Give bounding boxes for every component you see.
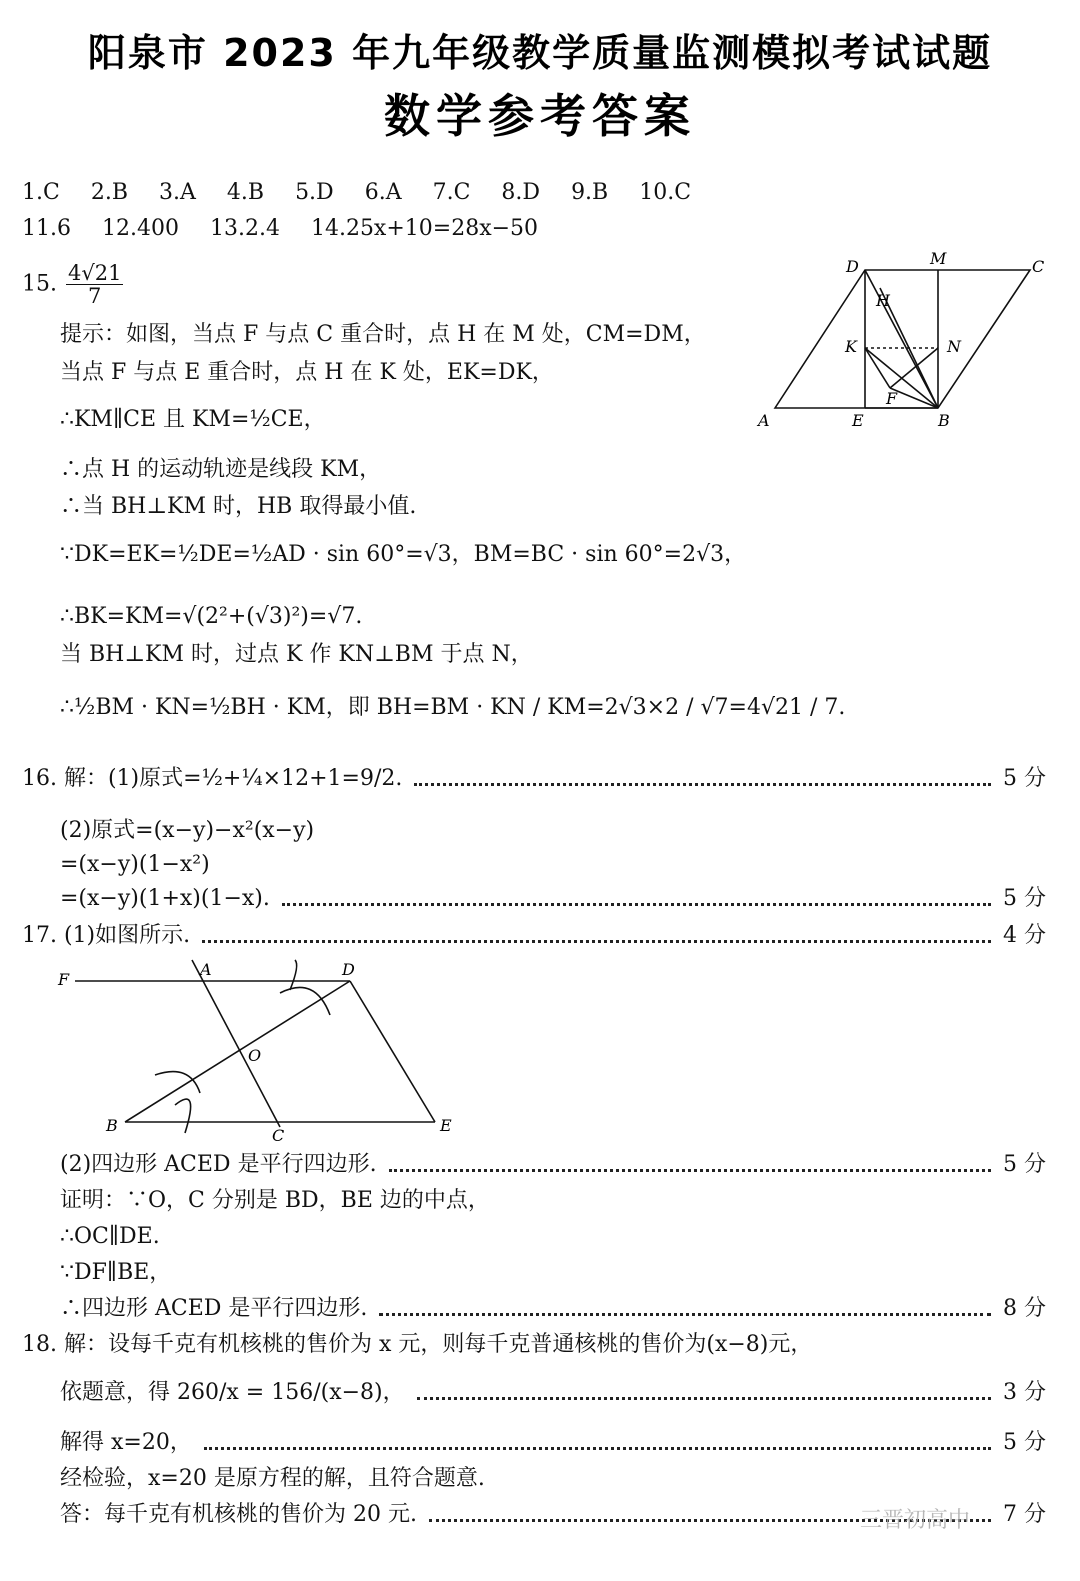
q16-line: (2)原式=(x−y)−x²(x−y) (60, 818, 315, 843)
fig-label: K (845, 337, 857, 356)
fig-label: D (342, 960, 355, 979)
points-label: 3 分 (1003, 1380, 1046, 1405)
fig-label: B (938, 411, 950, 430)
fig-label: O (248, 1046, 262, 1065)
q15-numerator: 4√21 (68, 261, 122, 285)
q17-text: 17. (1)如图所示. (22, 923, 191, 948)
answer-item: 11.6 (22, 216, 71, 241)
q15-line: ∴BK=KM=√(2²+(√3)²)=√7. (60, 604, 363, 629)
answer-item: 3.A (159, 180, 196, 205)
points-label: 5 分 (1003, 1430, 1046, 1455)
q18-text: 答：每千克有机核桃的售价为 20 元. (60, 1502, 417, 1527)
q18-line: 经检验，x=20 是原方程的解，且符合题意. (60, 1466, 485, 1491)
leader-dots (202, 939, 991, 943)
fig-label: H (876, 291, 890, 310)
leader-dots (204, 1446, 991, 1450)
q18-line (60, 1378, 1046, 1408)
q16-line: =(x−y)(1−x²) (60, 852, 210, 877)
q18-line (60, 1428, 1046, 1458)
points-label: 5 分 (1003, 766, 1046, 791)
fig-label: F (58, 970, 70, 989)
q15-answer (22, 262, 125, 307)
q16-line (60, 884, 1046, 914)
fig-label: A (200, 960, 212, 979)
q15-line: ∴当 BH⊥KM 时，HB 取得最小值. (60, 494, 417, 519)
q15-fraction (66, 262, 123, 307)
points-label: 8 分 (1003, 1296, 1046, 1321)
answer-item: 6.A (364, 180, 402, 205)
points-label: 5 分 (1003, 1152, 1046, 1177)
fig-label: D (846, 257, 859, 276)
leader-dots (282, 902, 991, 906)
q16-text: 16. 解：(1)原式=½+¼×12+1=9/2. (22, 766, 403, 791)
answer-item: 7.C (432, 180, 471, 205)
leader-dots (414, 782, 991, 786)
points-label: 4 分 (1003, 923, 1046, 948)
leader-dots (389, 1168, 991, 1172)
watermark-text: 三晋初高中 (860, 1508, 971, 1533)
q17-text: ∴四边形 ACED 是平行四边形. (60, 1296, 368, 1321)
fig-label: E (440, 1116, 452, 1135)
answer-item: 12.400 (101, 216, 179, 241)
q17-construction-figure (50, 955, 470, 1145)
fig-label: E (852, 411, 864, 430)
q15-line: ∴½BM · KN=½BH · KM，即 BH=BM · KN / KM=2√3×2 / √7=4√21 / 7. (60, 695, 846, 720)
q15-line: 提示：如图，当点 F 与点 C 重合时，点 H 在 M 处，CM=DM， (60, 322, 706, 347)
answer-item: 8.D (501, 180, 541, 205)
fill-answers (22, 214, 562, 244)
leader-dots (417, 1396, 991, 1400)
q18-text: 解得 x=20， (60, 1430, 192, 1455)
fig-label: M (930, 249, 947, 268)
points-label: 5 分 (1003, 886, 1046, 911)
fig-label: F (886, 389, 898, 408)
fig-label: N (947, 337, 961, 356)
answer-item: 1.C (22, 180, 60, 205)
q17-line (22, 921, 1046, 951)
q15-line: ∴KM∥CE 且 KM=½CE， (60, 407, 326, 432)
q17-text: (2)四边形 ACED 是平行四边形. (60, 1152, 377, 1177)
q17-line (60, 1150, 1046, 1180)
page-title: 阳泉市 2023 年九年级教学质量监测模拟考试试题 (87, 31, 993, 75)
leader-dots (379, 1312, 991, 1316)
q15-line: ∴点 H 的运动轨迹是线段 KM， (60, 457, 382, 482)
q16-line (22, 764, 1046, 794)
q15-label: 15. (22, 271, 57, 297)
answer-item: 9.B (571, 180, 609, 205)
q15-denominator: 7 (88, 284, 102, 308)
answer-item: 4.B (226, 180, 265, 205)
q15-line: ∵DK=EK=½DE=½AD · sin 60°=√3，BM=BC · sin 60°=2√3， (60, 542, 747, 567)
answer-item: 13.2.4 (209, 216, 280, 241)
q15-line: 当 BH⊥KM 时，过点 K 作 KN⊥BM 于点 N， (60, 642, 533, 667)
answer-item: 5.D (295, 180, 334, 205)
page-subtitle: 数学参考答案 (384, 89, 696, 143)
fig-label: C (1032, 257, 1045, 276)
q15-parallelogram-figure (750, 248, 1060, 438)
q17-line: ∵DF∥BE， (60, 1260, 172, 1285)
fig-label: C (272, 1126, 285, 1145)
fig-label: A (758, 411, 770, 430)
answer-item: 2.B (90, 180, 128, 205)
answer-item: 10.C (639, 180, 692, 205)
q16-text: =(x−y)(1+x)(1−x). (60, 886, 270, 911)
fig-label: B (106, 1116, 118, 1135)
q17-line: 证明：∵O，C 分别是 BD，BE 边的中点， (60, 1188, 490, 1213)
q17-line: ∴OC∥DE. (60, 1224, 160, 1249)
answer-item: 14.25x+10=28x−50 (310, 216, 539, 241)
q18-line: 18. 解：设每千克有机核桃的售价为 x 元，则每千克普通核桃的售价为(x−8)元， (22, 1332, 813, 1357)
points-label: 7 分 (1003, 1502, 1046, 1527)
q17-line (60, 1294, 1046, 1324)
q18-text: 依题意，得 260/x = 156/(x−8)， (60, 1380, 405, 1405)
choice-answers (22, 178, 715, 208)
q15-line: 当点 F 与点 E 重合时，点 H 在 K 处，EK=DK， (60, 360, 554, 385)
